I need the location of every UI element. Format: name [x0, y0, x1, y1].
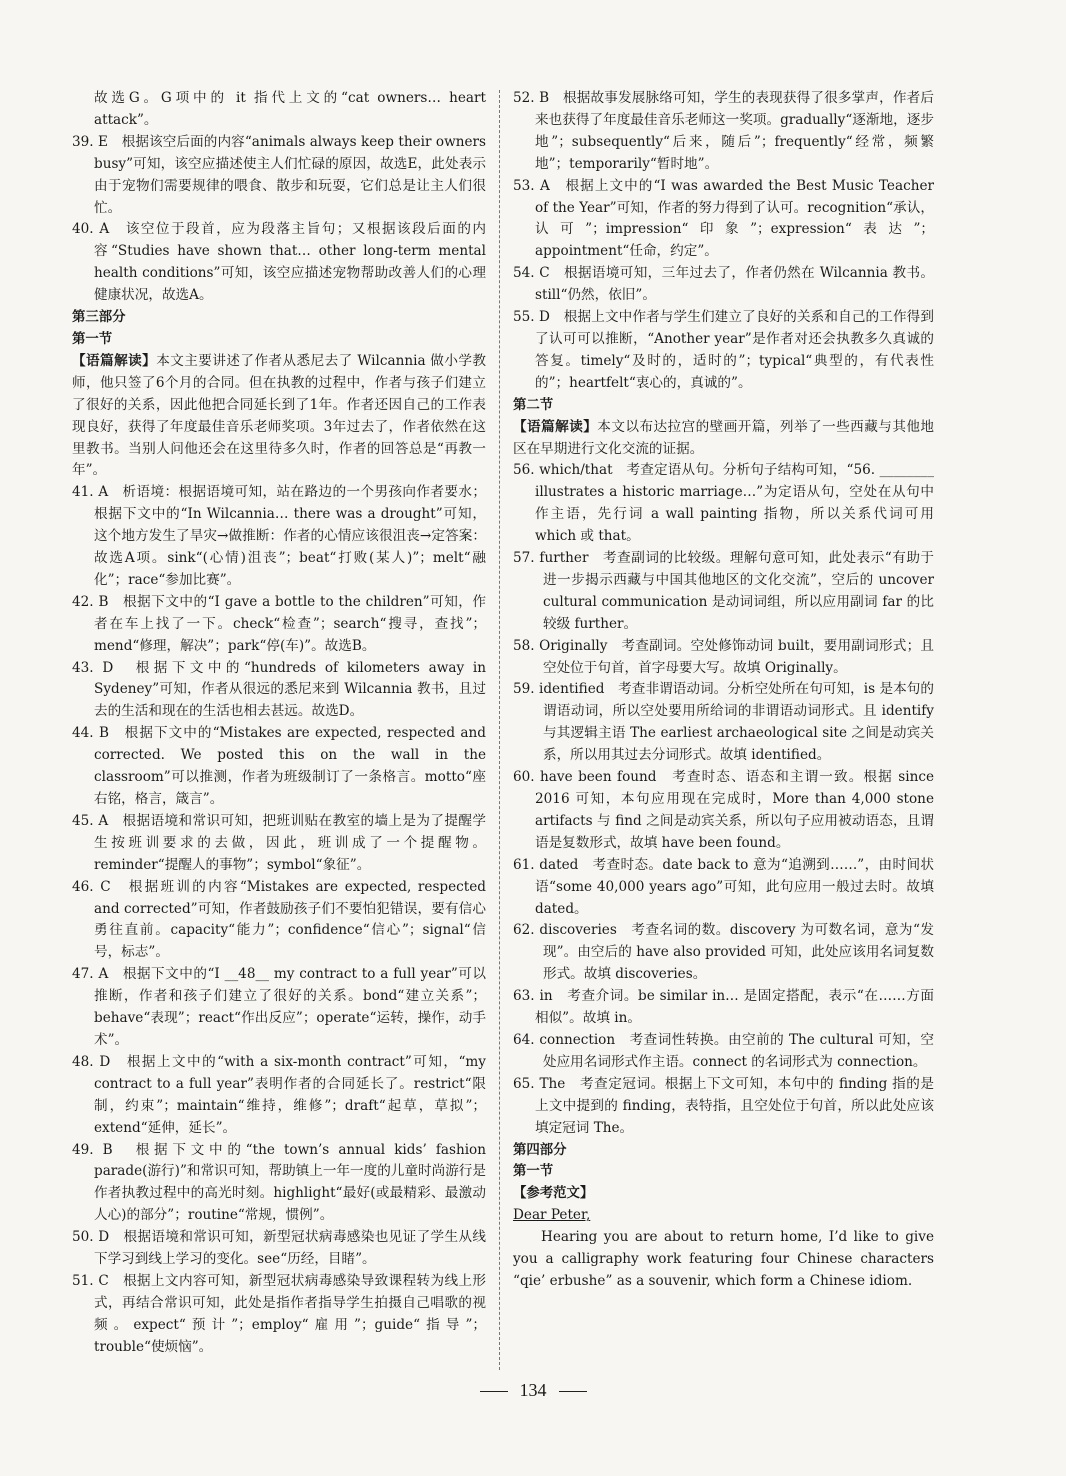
summary-tag: 【语篇解读】 — [72, 352, 157, 369]
answer-item: 40. A 该空位于段首，应为段落主旨句；又根据该段后面的内容“Studies have shown that… other long-term mental health conditions”可知，该空应描述宠物帮助改善人们的心理健康状况，故选A。 — [72, 221, 486, 304]
answer-item: 54. C 根据语境可知，三年过去了，作者仍然在 Wilcannia 教书。still“仍然，依旧”。 — [513, 265, 934, 304]
answer-item: 63. in 考查介词。be similar in… 是固定搭配，表示“在……方面相似”。故填 in。 — [513, 988, 934, 1027]
answer-item: 51. C 根据上文内容可知，新型冠状病毒感染导致课程转为线上形式，再结合常识可知，此处是指作者指导学生拍摄自己唱歌的视频。expect“预计”；employ“雇用”；guide“指导”；trouble“使烦恼”。 — [72, 1272, 486, 1355]
answer-item: 57. further 考查副词的比较级。理解句意可知，此处表示“有助于进一步揭示西藏与中国其他地区的文化交流”，空后的 uncover cultural communication 是动词词组，所以应用副词 far 的比较级 further。 — [513, 550, 934, 632]
answer-item: 46. C 根据班训的内容“Mistakes are expected, respected and corrected”可知，作者鼓励孩子们不要怕犯错误，要有信心勇往直前。capacity“能力”；confidence“信心”；signal“信号，标志”。 — [72, 878, 486, 961]
letter-body: Hearing you are about to return home, I’d like to give you a calligraphy work featuring four Chinese characters “qie’ erbushe” as a souvenir, which form a Chinese idiom. — [513, 1229, 934, 1289]
section-heading: 【参考范文】 — [513, 1186, 594, 1202]
answer-item: 65. The 考查定冠词。根据上下文可知，本句中的 finding 指的是上文中提到的 finding，表特指，且空处位于句首，所以此处应该填定冠词 The。 — [513, 1075, 934, 1136]
page-number-footer — [0, 1380, 1066, 1401]
answer-item: 48. D 根据上文中的“with a six-month contract”可知，“my contract to a full year”表明作者的合同延长了。restrict“限制，约束”；maintain“维持，维修”；draft“起草，草拟”；extend“延伸，延长”。 — [72, 1053, 486, 1136]
answer-item: 56. which/that 考查定语从句。分析句子结构可知，“56. ________ illustrates a historic marriage…”为定语从句，空处在从句中作主语，先行词 a wall painting 指物，所以关系代词可用 which 或 that。 — [513, 462, 934, 545]
answer-item: 50. D 根据语境和常识可知，新型冠状病毒感染也见证了学生从线下学习到线上学习的变化。see“历经，目睹”。 — [72, 1229, 486, 1268]
answer-item: 59. identified 考查非谓语动词。分析空处所在句可知，is 是本句的谓语动词，所以空处要用所给词的非谓语动词形式。且 identify 与其逻辑主语 The earliest archaeological site 之间是动宾关系，所以用其过去分词形式。故填 identified。 — [513, 681, 934, 764]
answer-item: 43. D 根据下文中的“hundreds of kilometers away in Sydeney”可知，作者从很远的悉尼来到 Wilcannia 教书，且过去的生活和现在的生活也相去甚远。故选D。 — [72, 659, 486, 720]
answer-item: 49. B 根据下文中的“the town’s annual kids’ fashion parade(游行)”和常识可知，帮助镇上一年一度的儿童时尚游行是作者执教过程中的高光时刻。highlight“最好(或最精彩、最激动人心)的部分”；routine“常规，惯例”。 — [72, 1141, 486, 1224]
section-heading: 第二节 — [513, 397, 554, 413]
answer-item: 58. Originally 考查副词。空处修饰动词 built，要用副词形式；且空处位于句首，首字母要大写。故填 Originally。 — [513, 637, 934, 676]
answer-item: 60. have been found 考查时态、语态和主谓一致。根据 since 2016 可知，本句应用现在完成时，More than 4,000 stone artifacts 与 find 之间是动宾关系，所以句子应用被动语态，且谓语是复数形式，故填 have been found。 — [513, 769, 934, 851]
section-heading: 第一节 — [72, 331, 113, 347]
answer-item: 64. connection 考查词性转换。由空前的 The cultural 可知，空处应用名词形式作主语。connect 的名词形式为 connection。 — [513, 1031, 934, 1070]
left-column — [72, 88, 486, 1359]
answer-item: 47. A 根据下文中的“I __48__ my contract to a full year”可以推断，作者和孩子们建立了很好的关系。bond“建立关系”；behave“表现”；react“作出反应”；operate“运转，操作，动手术”。 — [72, 966, 486, 1048]
page-number: 134 — [519, 1380, 547, 1400]
answer-item: 41. A 析语境：根据语境可知，站在路边的一个男孩向作者要水；根据下文中的“In Wilcannia… there was a drought”可知，这个地方发生了旱灾→做推断：作者的心情应该很沮丧→定答案：故选A项。sink“(心情)沮丧”；beat“打败(某人)”；melt“融化”；race“参加比赛”。 — [72, 484, 486, 588]
answer-continuation: 故选G。G项中的 it 指代上文的“cat owners… heart attack”。 — [94, 90, 486, 128]
answer-item: 45. A 根据语境和常识可知，把班训贴在教室的墙上是为了提醒学生按班训要求的去做，因此，班训成了一个提醒物。reminder“提醒人的事物”；symbol“象征”。 — [72, 812, 486, 873]
section-heading: 第一节 — [513, 1164, 554, 1180]
passage-summary — [72, 351, 486, 482]
passage-summary — [513, 417, 934, 461]
answer-item: 62. discoveries 考查名词的数。discovery 为可数名词，意为“发现”。由空后的 have also provided 可知，此处应该用名词复数形式。故填 discoveries。 — [513, 922, 934, 983]
answer-item: 39. E 根据该空后面的内容“animals always keep their owners busy”可知，该空应描述使主人们忙碌的原因，故选E，此处表示由于宠物们需要规律的喂食、散步和玩耍，它们总是让主人们很忙。 — [72, 133, 486, 216]
summary-tag: 【语篇解读】 — [513, 418, 598, 435]
salutation-line — [513, 1205, 934, 1227]
letter-salutation: Dear Peter, — [513, 1207, 591, 1224]
dash-right — [559, 1391, 587, 1392]
dash-left — [480, 1391, 508, 1392]
column-divider — [499, 90, 500, 1370]
answer-item: 44. B 根据下文中的“Mistakes are expected, respected and corrected. We posted this on the wall in the classroom”可以推测，作者为班级制订了一条格言。motto“座右铭，格言，箴言”。 — [72, 725, 486, 807]
answer-item: 53. A 根据上文中的“I was awarded the Best Music Teacher of the Year”可知，作者的努力得到了认可。recognition“承认，认可”；impression“印象”；expression“表达”；appointment“任命，约定”。 — [513, 177, 934, 260]
answer-item: 42. B 根据下文中的“I gave a bottle to the children”可知，作者在车上找了一下。check“检查”；search“搜寻，查找”；mend“修理，解决”；park“停(车)”。故选B。 — [72, 593, 486, 654]
right-column — [513, 88, 934, 1293]
summary-text: 本文主要讲述了作者从悉尼去了 Wilcannia 做小学教师，他只签了6个月的合同。但在执教的过程中，作者与孩子们建立了很好的关系，因此他把合同延长到了1年。作者还因自己的工作表现良好，获得了年度最佳音乐老师奖项。3年过去了，作者依然在这里教书。当别人问他还会在这里待多久时，作者的回答总是“再教一年”。 — [72, 352, 486, 479]
section-heading: 第三部分 — [72, 310, 126, 326]
section-heading: 第四部分 — [513, 1142, 567, 1158]
answer-item: 55. D 根据上文中作者与学生们建立了良好的关系和自己的工作得到了认可可以推断，“Another year”是作者对还会执教多久真诚的答复。timely“及时的，适时的”；typical“典型的，有代表性的”；heartfelt“衷心的，真诚的”。 — [513, 309, 934, 391]
answer-item: 52. B 根据故事发展脉络可知，学生的表现获得了很多掌声，作者后来也获得了年度最佳音乐老师这一奖项。gradually“逐渐地，逐步地”；subsequently“后来，随后”；frequently“经常，频繁地”；temporarily“暂时地”。 — [513, 90, 934, 172]
answer-item: 61. dated 考查时态。date back to 意为“追溯到……”，由时间状语“some 40,000 years ago”可知，此句应用一般过去时。故填 dated。 — [513, 856, 934, 917]
summary-text: 本文以布达拉宫的壁画开篇，列举了一些西藏与其他地区在早期进行文化交流的证据。 — [513, 418, 935, 457]
